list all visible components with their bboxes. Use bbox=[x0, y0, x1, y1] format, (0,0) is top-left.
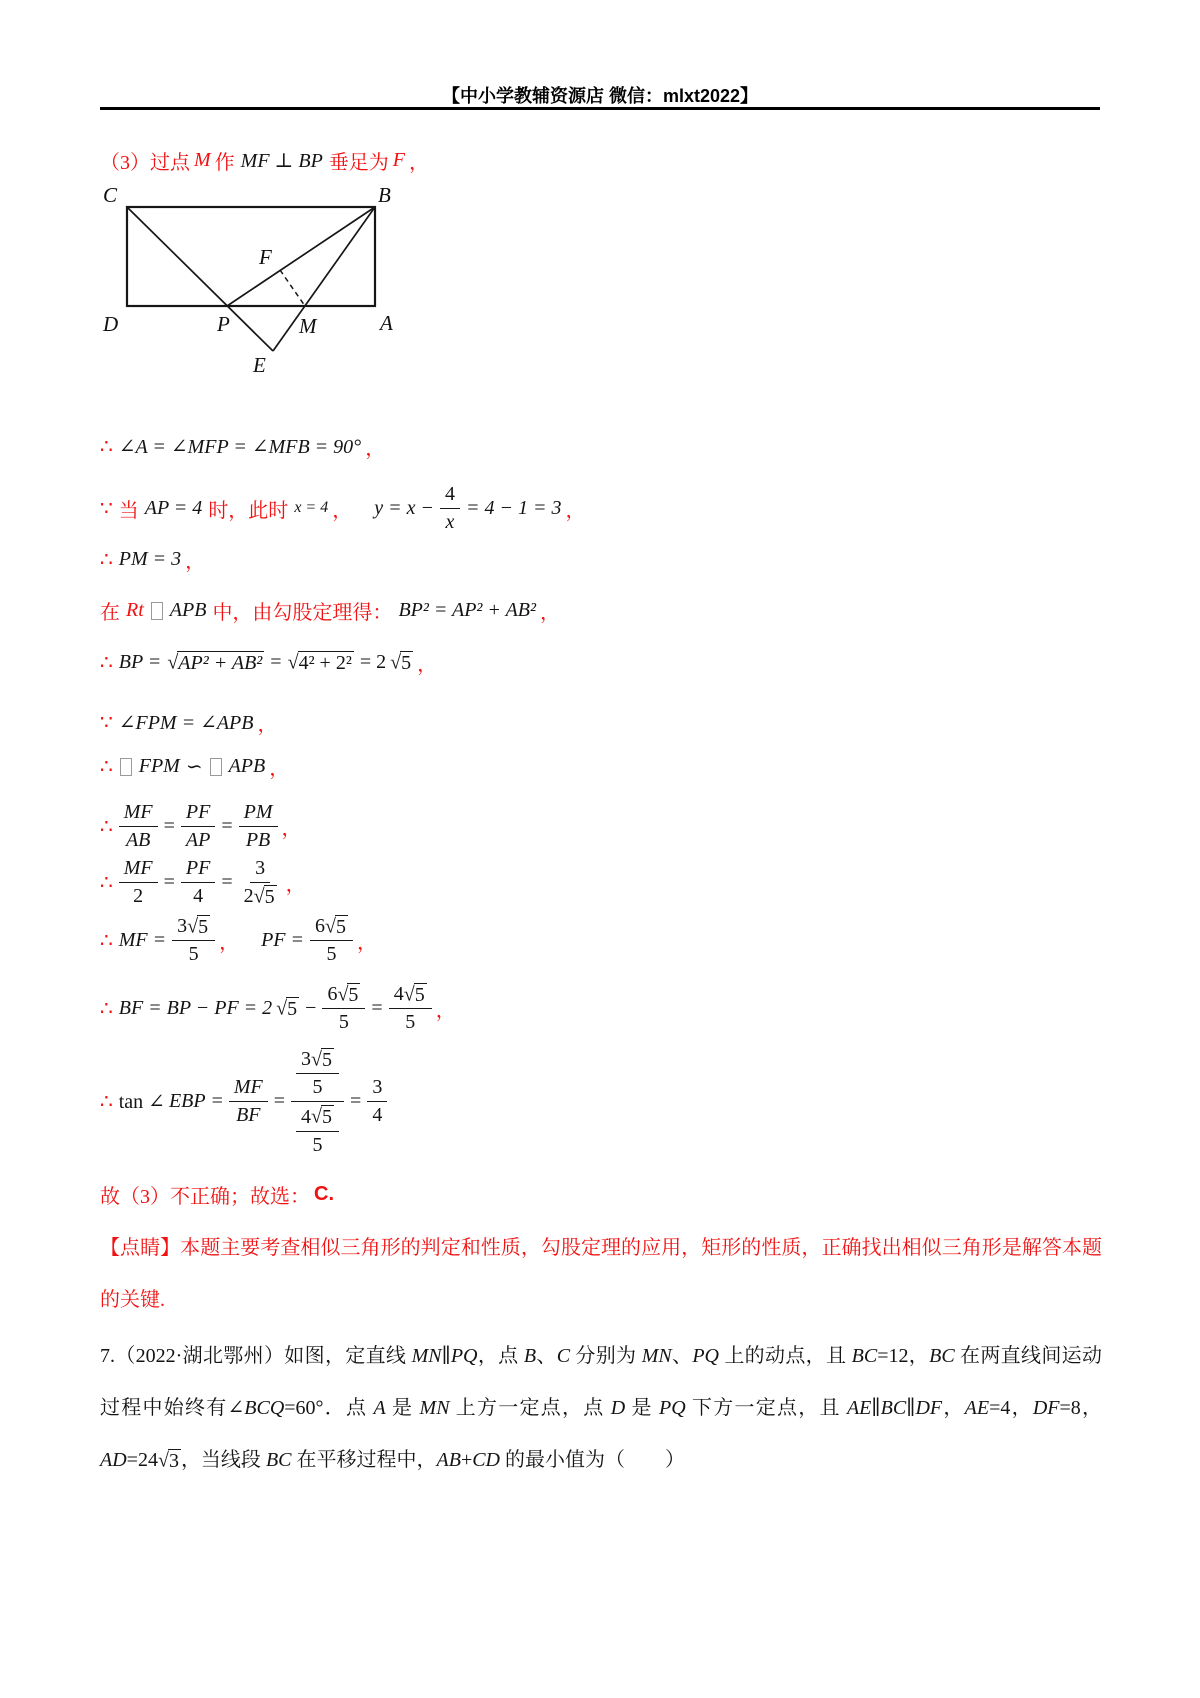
text-part: 、 bbox=[671, 1345, 693, 1367]
text-part: + bbox=[460, 1449, 473, 1471]
fraction-4root5-over-5: 4 √ 5 5 bbox=[389, 982, 432, 1034]
answer-choice: C. bbox=[314, 1183, 334, 1205]
missing-glyph-box bbox=[210, 758, 222, 776]
derivation-line-pm3 bbox=[100, 545, 205, 574]
text-part: ，当线段 bbox=[180, 1449, 266, 1471]
tan-function: tan ∠ bbox=[118, 1090, 165, 1113]
text-part: BC bbox=[265, 1449, 292, 1471]
text-part: PQ bbox=[659, 1397, 686, 1419]
math-text: APB bbox=[169, 599, 207, 621]
sqrt-radical: √ 5 bbox=[403, 983, 425, 1006]
conclusion-line bbox=[100, 1180, 334, 1209]
derivation-line-ratios bbox=[100, 800, 302, 852]
mf-perp-bp: MF ⊥ BP bbox=[240, 150, 323, 172]
comma: ， bbox=[565, 499, 586, 522]
triangle-apb: APB bbox=[228, 755, 266, 777]
text-part: MN bbox=[641, 1345, 672, 1367]
text-part: PQ bbox=[450, 1345, 478, 1367]
label-D: D bbox=[103, 312, 119, 336]
sqrt-radical: √ AP² + AB² bbox=[167, 651, 263, 674]
cn-text: 当 bbox=[118, 499, 139, 522]
math-text: = 2 bbox=[359, 651, 387, 673]
comma: ， bbox=[540, 602, 560, 624]
therefore-symbol: ∴ bbox=[100, 815, 113, 838]
derivation-line-ratio-values bbox=[100, 856, 306, 908]
fraction-4-over-x: $\frac{4}{x}$ bbox=[440, 482, 460, 534]
cn-text: 在 bbox=[100, 602, 120, 624]
math-text: y = x − bbox=[374, 496, 434, 519]
text-part: =4， bbox=[989, 1397, 1033, 1419]
comma: ， bbox=[357, 931, 378, 954]
text-part: 、 bbox=[536, 1345, 557, 1367]
big-nested-fraction bbox=[291, 1046, 344, 1157]
text-part: D bbox=[610, 1397, 626, 1419]
derivation-line-tangent bbox=[100, 1046, 387, 1157]
derivation-line-bf bbox=[100, 982, 456, 1034]
comma: ， bbox=[435, 999, 456, 1022]
therefore-symbol: ∴ bbox=[100, 1090, 113, 1113]
text-part: 分别为 bbox=[570, 1345, 642, 1367]
derivation-line-equal-angles bbox=[100, 708, 278, 737]
fraction-6root5-over-5: 6 √ 5 5 bbox=[310, 914, 353, 966]
text-part: ∥ bbox=[871, 1397, 881, 1419]
comma: ， bbox=[417, 654, 438, 676]
text-part: AD bbox=[100, 1449, 127, 1471]
intro-text: 垂足为 bbox=[328, 152, 389, 174]
fraction-mf-2: $\frac{MF}{2}$ bbox=[119, 856, 158, 908]
fraction-pm-pb: $\frac{PM}{PB}$ bbox=[239, 800, 278, 852]
text-part: 是 bbox=[625, 1397, 660, 1419]
therefore-symbol: ∴ bbox=[100, 997, 113, 1020]
therefore-symbol: ∴ bbox=[100, 436, 113, 458]
derivation-line-pythagoras bbox=[100, 596, 560, 625]
point-m-label: M bbox=[194, 149, 211, 171]
because-symbol: ∵ bbox=[100, 712, 113, 734]
text-part: 7.（2022·湖北鄂州）如图，定直线 bbox=[100, 1345, 412, 1367]
sqrt-radical: √ 4² + 2² bbox=[287, 651, 352, 674]
key-point-note: 【点睛】本题主要考查相似三角形的判定和性质，勾股定理的应用，矩形的性质，正确找出相似三角形是解答本题的关键. bbox=[100, 1237, 1102, 1311]
conclusion-text: 故（3）不正确；故选： bbox=[100, 1186, 310, 1208]
similar-symbol: ∽ bbox=[185, 756, 203, 778]
label-M: M bbox=[299, 314, 317, 338]
comma: ， bbox=[332, 499, 353, 522]
intro-text: （3）过点 bbox=[100, 152, 190, 174]
text-part: DF bbox=[1032, 1397, 1060, 1419]
text-part: 上的动点，且 bbox=[719, 1345, 852, 1367]
math-text: x = 4 bbox=[294, 499, 329, 516]
segment-P-to-B bbox=[227, 207, 375, 306]
missing-glyph-box bbox=[120, 758, 132, 776]
equals: = bbox=[273, 1089, 286, 1112]
sqrt-radical: √ 5 bbox=[390, 651, 412, 674]
sqrt-radical: √ 5 bbox=[311, 1105, 333, 1129]
label-P: P bbox=[217, 312, 230, 336]
because-symbol: ∵ bbox=[100, 497, 113, 520]
fraction-pf-4: $\frac{PF}{4}$ bbox=[181, 856, 215, 908]
text-part: DF bbox=[915, 1397, 943, 1419]
text-part: A bbox=[373, 1397, 386, 1419]
therefore-symbol: ∴ bbox=[100, 549, 113, 571]
derivation-line-bp-value bbox=[100, 648, 437, 677]
math-text: ∠FPM = ∠APB bbox=[118, 712, 254, 734]
fraction-3root5-over-5: 3 √ 5 5 bbox=[296, 1047, 339, 1099]
label-C: C bbox=[103, 183, 118, 207]
text-part: 的最小值为（ ） bbox=[500, 1449, 686, 1471]
derivation-line-similar-triangles bbox=[100, 752, 289, 781]
intro-text: 作 bbox=[214, 152, 235, 174]
fraction-3root5-over-5: 3 √ 5 5 bbox=[172, 914, 215, 966]
derivation-line-ap4 bbox=[100, 482, 585, 534]
question-7-text bbox=[100, 1330, 1102, 1486]
text-part: ∥ bbox=[441, 1345, 451, 1367]
text-part: 在两直线间运动过程中始终有∠ bbox=[100, 1345, 1102, 1419]
text-part: AE bbox=[846, 1397, 872, 1419]
equals: = bbox=[221, 814, 233, 837]
sqrt-radical: √ 5 bbox=[337, 983, 359, 1006]
comma: ， bbox=[365, 438, 386, 460]
therefore-symbol: ∴ bbox=[100, 652, 113, 674]
comma: ， bbox=[285, 873, 306, 896]
therefore-symbol: ∴ bbox=[100, 756, 113, 778]
text-part: AE bbox=[964, 1397, 990, 1419]
math-text: AP = 4 bbox=[144, 496, 203, 519]
math-text: = 4 − 1 = 3 bbox=[465, 496, 562, 519]
equals: = bbox=[163, 814, 175, 837]
text-part: ∥ bbox=[906, 1397, 916, 1419]
text-part: ， bbox=[942, 1397, 965, 1419]
text-part: MN bbox=[419, 1397, 450, 1419]
fraction-3-4: $\frac{3}{4}$ bbox=[367, 1075, 387, 1127]
math-text: BF = BP − PF = 2 bbox=[118, 996, 273, 1019]
equals: = bbox=[270, 651, 282, 673]
comma: ， bbox=[219, 931, 240, 954]
fraction-6root5-over-5: 6 √ 5 5 bbox=[322, 982, 365, 1034]
math-text: ∠A = ∠MFP = ∠MFB = 90° bbox=[118, 436, 362, 458]
therefore-symbol: ∴ bbox=[100, 871, 113, 894]
text-part: C bbox=[556, 1345, 571, 1367]
cn-text: 中，由勾股定理得： bbox=[212, 602, 393, 624]
math-text: BP = bbox=[118, 651, 162, 673]
label-A: A bbox=[380, 311, 393, 335]
fraction-3-over-2root5: 3 2 √ 5 bbox=[243, 857, 275, 908]
derivation-line-mf-pf bbox=[100, 914, 377, 966]
text-part: AB bbox=[436, 1449, 461, 1471]
text-part: BC bbox=[880, 1397, 907, 1419]
comma: ， bbox=[409, 152, 430, 174]
text-part: 上方一定点，点 bbox=[449, 1397, 611, 1419]
sqrt-radical: √ 5 bbox=[311, 1048, 333, 1071]
angle-ebp: EBP bbox=[168, 1089, 206, 1112]
minus: − bbox=[305, 996, 317, 1019]
derivation-line-angles bbox=[100, 432, 385, 461]
text-part: PQ bbox=[692, 1345, 720, 1367]
missing-glyph-box bbox=[151, 602, 163, 620]
segment-B-to-E bbox=[273, 207, 375, 351]
sqrt-radical: √ 5 bbox=[325, 915, 347, 938]
comma: ， bbox=[281, 817, 302, 840]
text-part: MN bbox=[411, 1345, 442, 1367]
sqrt-radical: √ 3 bbox=[157, 1449, 179, 1472]
cn-text: 时，此时 bbox=[208, 499, 289, 522]
point-f-label: F bbox=[392, 149, 406, 171]
comma: ， bbox=[185, 551, 206, 573]
step3-intro-line bbox=[100, 146, 429, 175]
sqrt-radical: √ 5 bbox=[253, 885, 275, 908]
fraction-4root5-over-5: 4 √ 5 5 bbox=[296, 1104, 339, 1156]
text-part: BC bbox=[851, 1345, 878, 1367]
text-part: =24 bbox=[126, 1449, 158, 1471]
math-text: PM = 3 bbox=[118, 548, 182, 570]
math-text: PF = bbox=[261, 928, 305, 951]
text-part: B bbox=[523, 1345, 537, 1367]
math-text: MF = bbox=[118, 928, 167, 951]
label-E: E bbox=[253, 353, 266, 377]
fraction-pf-ap: $\frac{PF}{AP}$ bbox=[181, 800, 215, 852]
triangle-fpm: FPM bbox=[138, 755, 180, 777]
text-part: =60°．点 bbox=[284, 1397, 374, 1419]
text-part: BCQ bbox=[244, 1397, 285, 1419]
header-divider bbox=[100, 107, 1100, 110]
page-header-title: 【中小学教辅资源店 微信：mlxt2022】 bbox=[441, 86, 759, 106]
text-part: 是 bbox=[385, 1397, 420, 1419]
rectangle-CBAD bbox=[127, 207, 375, 306]
therefore-symbol: ∴ bbox=[100, 929, 113, 952]
equals: = bbox=[350, 1089, 362, 1112]
dashed-segment-F-to-M bbox=[280, 270, 305, 306]
comma: ， bbox=[257, 714, 278, 736]
equals: = bbox=[211, 1089, 223, 1112]
text-part: BC bbox=[929, 1345, 955, 1367]
equals: = bbox=[163, 870, 175, 893]
rt-label: Rt bbox=[126, 599, 144, 621]
text-part: 在平移过程中， bbox=[291, 1449, 437, 1471]
text-part: =12， bbox=[877, 1345, 930, 1367]
text-part: ，点 bbox=[477, 1345, 524, 1367]
geometry-figure bbox=[95, 174, 405, 384]
sqrt-radical: √ 5 bbox=[276, 997, 298, 1020]
text-part: =8， bbox=[1059, 1397, 1103, 1419]
sqrt-radical: √ 5 bbox=[187, 915, 209, 938]
math-text: BP² = AP² + AB² bbox=[398, 599, 536, 621]
comma: ， bbox=[269, 758, 290, 780]
fraction-mf-bf: $\frac{MF}{BF}$ bbox=[229, 1075, 268, 1127]
equals: = bbox=[221, 870, 233, 893]
label-B: B bbox=[378, 183, 391, 207]
equals: = bbox=[371, 996, 383, 1019]
segment-C-to-E bbox=[127, 207, 273, 351]
label-F: F bbox=[259, 245, 272, 269]
fraction-mf-ab: $\frac{MF}{AB}$ bbox=[119, 800, 158, 852]
text-part: 下方一定点，且 bbox=[685, 1397, 847, 1419]
text-part: CD bbox=[472, 1449, 501, 1471]
